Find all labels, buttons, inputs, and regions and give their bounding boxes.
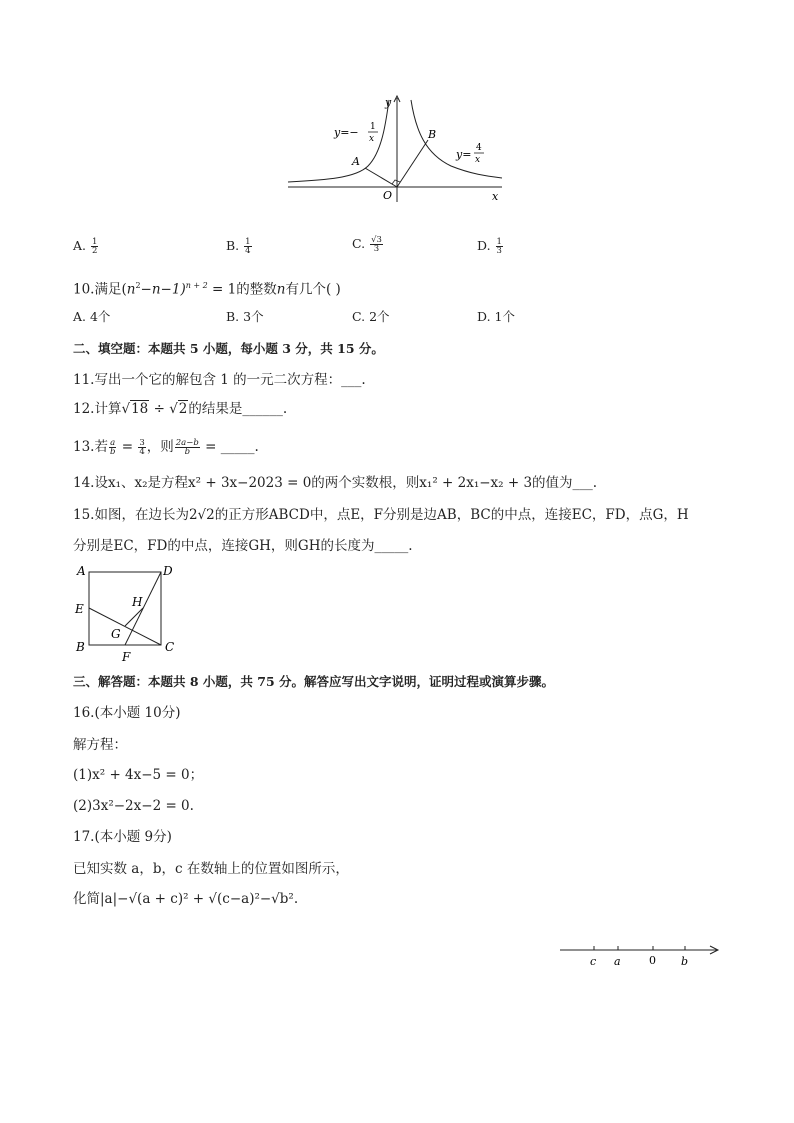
- section3-heading: 三、解答题：本题共 8 小题，共 75 分。解答应写出文字说明，证明过程或演算步骤。: [73, 674, 555, 689]
- q15-square-figure: [72, 560, 182, 664]
- q10-option-a[interactable]: A. 4个: [73, 309, 111, 324]
- q9-right-frac-num: 4: [476, 143, 482, 153]
- q16-intro: 解方程：: [73, 737, 127, 753]
- q9-left-frac-num: 1: [370, 122, 376, 132]
- q15-label-D: D: [163, 564, 173, 578]
- q17-line2: 化简|a|−√(a + c)² + √(c−a)²−√b².: [73, 891, 299, 907]
- q15-label-A: A: [77, 564, 86, 578]
- q9-option-c-fraction: $\frac{√3}{3}$: [371, 235, 382, 254]
- q9-option-b-fraction: $\frac{1}{4}$: [245, 237, 251, 256]
- q15-label-E: E: [75, 602, 84, 616]
- q9-hyperbola-graph: [286, 92, 508, 204]
- q9-option-d-letter: D.: [477, 238, 491, 253]
- q9-left-eq: y=−: [334, 126, 359, 139]
- q12-text: 12.计算√18 ÷ √2的结果是______.: [73, 401, 288, 417]
- q17-title: 17.(本小题 9分): [73, 829, 172, 845]
- q10-stem: 10.满足$(n^2-n-1)^{n + 2} = 1$的整数n有几个( ): [73, 281, 341, 298]
- q9-label-B: B: [428, 128, 437, 141]
- q9-label-O: O: [383, 189, 393, 202]
- q10-option-c[interactable]: C. 2个: [352, 309, 390, 324]
- q10-option-d[interactable]: D. 1个: [477, 309, 515, 324]
- q10-option-b[interactable]: B. 3个: [226, 309, 264, 324]
- q9-label-y: y: [385, 96, 392, 109]
- q9-option-c[interactable]: [352, 236, 384, 253]
- q9-right-frac-den: x: [475, 155, 481, 165]
- q15-label-G: G: [111, 627, 121, 641]
- q9-option-c-letter: C.: [352, 236, 366, 251]
- q11-text: 11.写出一个它的解包含 1 的一元二次方程：___.: [73, 372, 366, 388]
- axis-label-0: 0: [649, 954, 656, 967]
- q14-text: 14.设x₁、x₂是方程x² + 3x−2023 = 0的两个实数根，则x₁² + 2x₁−x₂ + 3的值为___.: [73, 475, 598, 491]
- q15-label-F: F: [122, 650, 131, 664]
- axis-label-c: c: [590, 955, 597, 968]
- q16-title: 16.(本小题 10分): [73, 705, 181, 721]
- q9-label-x: x: [492, 190, 499, 203]
- q15-label-C: C: [165, 640, 175, 654]
- q9-option-d-fraction: $\frac{1}{3}$: [496, 237, 502, 256]
- q9-option-b[interactable]: [226, 238, 253, 255]
- q9-left-frac-den: x: [369, 134, 375, 144]
- q9-option-d[interactable]: [477, 238, 504, 255]
- section2-heading: 二、填空题：本题共 5 小题，每小题 3 分，共 15 分。: [73, 341, 384, 356]
- q9-option-a-letter: A.: [73, 238, 87, 253]
- axis-label-b: b: [681, 955, 689, 968]
- q15-label-H: H: [132, 595, 143, 609]
- axis-label-a: a: [614, 955, 621, 968]
- q13-text: 13.若 $\frac{a}{b}$ = $\frac{3}{4}$ ，则 $\frac{2a-b}{b}$ = _____.: [73, 438, 259, 457]
- q9-option-a-fraction: $\frac{1}{2}$: [92, 237, 98, 256]
- q9-option-b-letter: B.: [226, 238, 240, 253]
- q16-part2: (2)3x²−2x−2 = 0.: [73, 798, 194, 814]
- q9-option-a[interactable]: [73, 238, 99, 255]
- q9-label-A: A: [352, 155, 360, 168]
- q16-part1: (1)x² + 4x−5 = 0；: [73, 767, 204, 783]
- q9-right-eq: y=: [456, 148, 472, 161]
- q15-line2: 分别是EC，FD的中点，连接GH，则GH的长度为_____.: [73, 538, 413, 554]
- q15-label-B: B: [76, 640, 85, 654]
- q17-line1: 已知实数 a，b，c 在数轴上的位置如图所示，: [73, 861, 349, 877]
- q17-number-line: [558, 940, 724, 970]
- q15-line1: 15.如图，在边长为2√2的正方形ABCD中，点E，F分别是边AB，BC的中点，连接EC，FD，点G，H: [73, 507, 689, 523]
